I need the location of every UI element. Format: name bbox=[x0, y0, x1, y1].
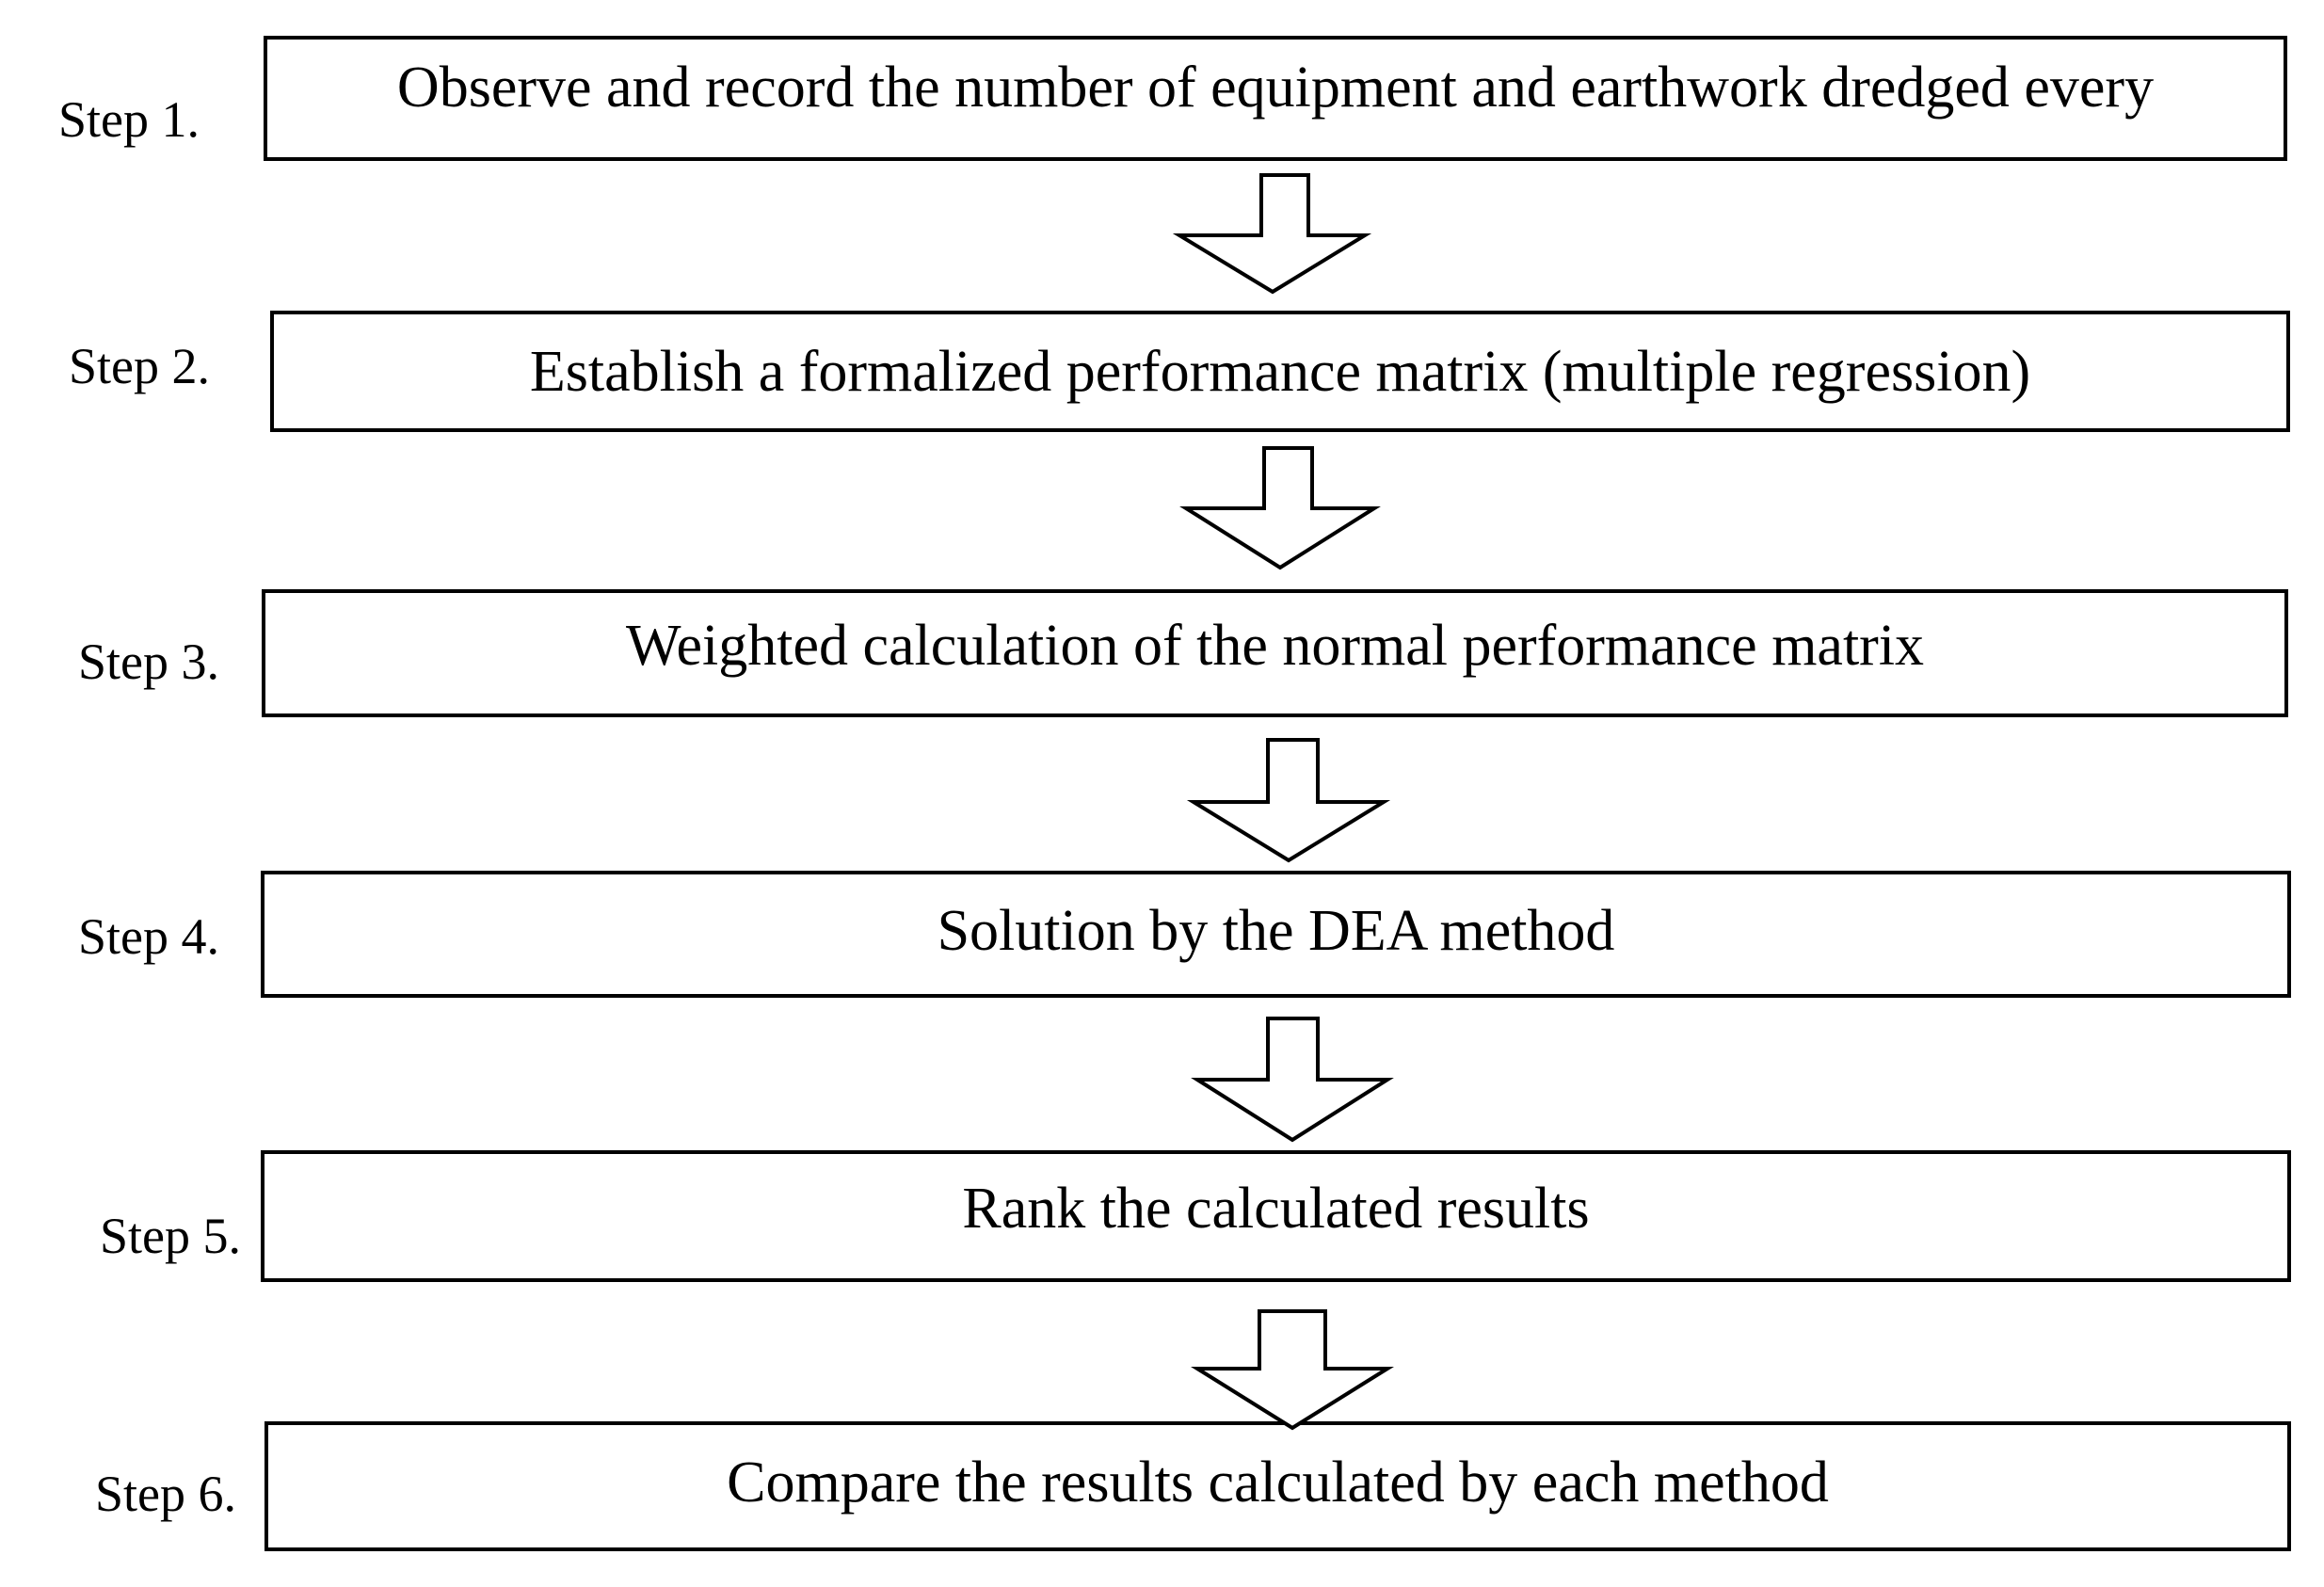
arrow-5-to-6 bbox=[1197, 1311, 1387, 1428]
step-3-text: Weighted calculation of the normal performance matrix bbox=[625, 614, 1925, 678]
step-5-text: Rank the calculated results bbox=[962, 1177, 1590, 1241]
step-3-label: Step 3. bbox=[78, 633, 220, 690]
arrow-1-to-2 bbox=[1179, 175, 1365, 292]
step-1-text: Observe and record the number of equipment and earthwork dredged every bbox=[396, 55, 2155, 120]
arrow-4-to-5 bbox=[1197, 1018, 1387, 1140]
step-6-text: Compare the results calculated by each method bbox=[727, 1451, 1829, 1515]
step-2-text: Establish a formalized performance matrix (multiple regression) bbox=[529, 339, 2031, 404]
step-4-label: Step 4. bbox=[78, 908, 220, 965]
step-1-label: Step 1. bbox=[58, 91, 200, 148]
step-6-label: Step 6. bbox=[95, 1466, 237, 1522]
step-4-text: Solution by the DEA method bbox=[937, 898, 1615, 963]
step-5-label: Step 5. bbox=[100, 1208, 242, 1264]
step-2-label: Step 2. bbox=[69, 338, 211, 394]
arrow-3-to-4 bbox=[1194, 740, 1384, 860]
arrow-2-to-3 bbox=[1186, 448, 1374, 568]
